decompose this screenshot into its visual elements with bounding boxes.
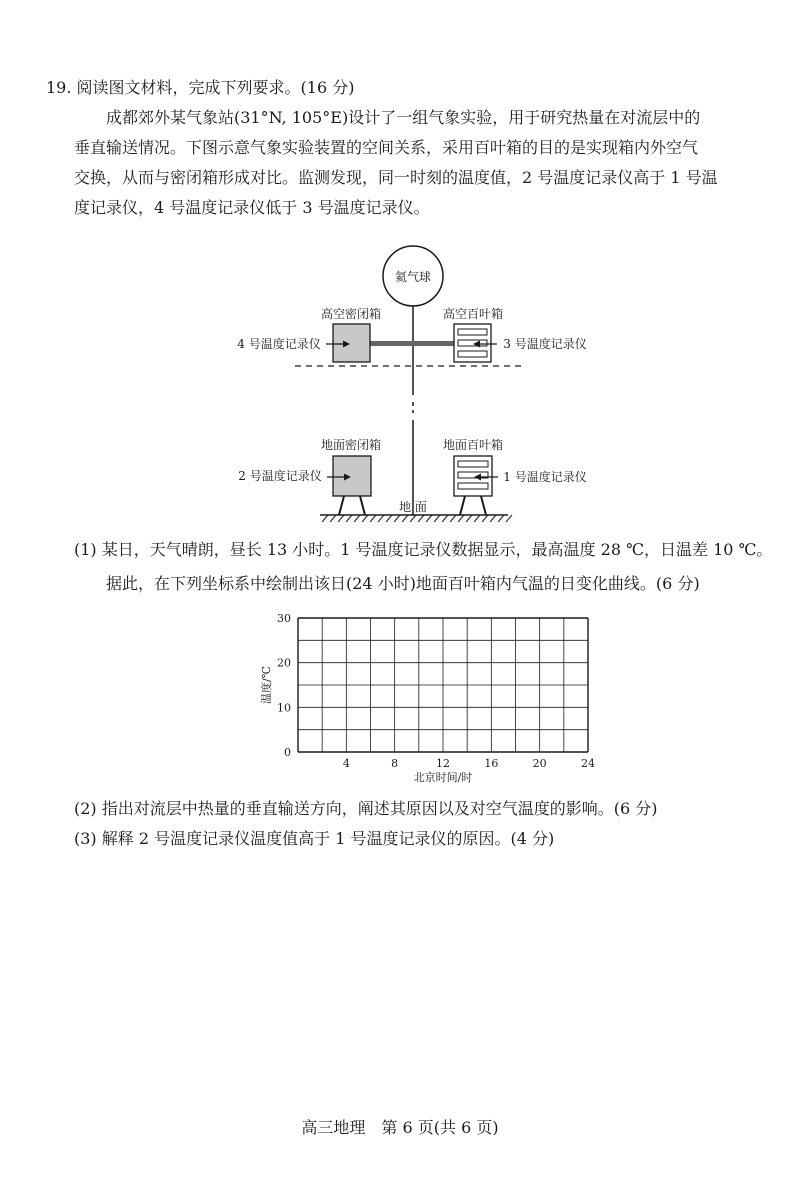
sub-question-3: (3) 解释 2 号温度记录仪温度值高于 1 号温度记录仪的原因。(4 分) [74, 829, 555, 848]
x-tick-label: 20 [532, 757, 547, 770]
hatch-mark [490, 515, 496, 522]
hatch-mark [434, 515, 440, 522]
hatch-mark [338, 515, 344, 522]
ground-sealed-box-label: 地面密闭箱 [320, 438, 382, 452]
louver-slat [458, 351, 487, 357]
louver-slat [458, 329, 487, 335]
recorder-3-label: 3 号温度记录仪 [503, 337, 587, 351]
hatch-mark [378, 515, 384, 522]
y-tick-label: 0 [284, 746, 291, 759]
hatch-mark [370, 515, 376, 522]
hatch-mark [506, 515, 512, 522]
y-axis-label: 温度/℃ [260, 665, 273, 705]
hatch-mark [330, 515, 336, 522]
temperature-grid-chart [250, 605, 610, 790]
material-line-4: 度记录仪，4 号温度记录仪低于 3 号温度记录仪。 [74, 198, 430, 217]
recorder-4-label: 4 号温度记录仪 [237, 337, 321, 351]
hatch-mark [362, 515, 368, 522]
ground-label: 地 面 [399, 500, 427, 514]
high-sealed-box [333, 324, 370, 362]
sub-question-1-line-1: (1) 某日，天气晴朗，昼长 13 小时。1 号温度记录仪数据显示，最高温度 28 ℃，日温差 10 ℃。 [74, 540, 773, 559]
hatch-mark [498, 515, 504, 522]
question-title: 19. 阅读图文材料，完成下列要求。(16 分) [46, 78, 355, 97]
x-axis-label: 北京时间/时 [413, 771, 473, 784]
hatch-mark [354, 515, 360, 522]
x-tick-label: 8 [391, 757, 399, 770]
high-louvered-box-label: 高空百叶箱 [442, 307, 504, 321]
sub-question-2: (2) 指出对流层中热量的垂直输送方向，阐述其原因以及对空气温度的影响。(6 分) [74, 799, 658, 818]
apparatus-diagram [230, 245, 600, 530]
recorder-1-label: 1 号温度记录仪 [503, 470, 587, 484]
hatch-mark [442, 515, 448, 522]
hatch-mark [482, 515, 488, 522]
ground-sealed-box [333, 456, 371, 496]
y-tick-label: 10 [277, 701, 291, 715]
balloon-label: 氦气球 [394, 270, 432, 284]
louver-slat [458, 340, 487, 346]
material-line-3: 交换，从而与密闭箱形成对比。监测发现，同一时刻的温度值，2 号温度记录仪高于 1 号温 [74, 168, 718, 187]
hatch-mark [418, 515, 424, 522]
hatch-mark [410, 515, 416, 522]
y-tick-label: 30 [277, 612, 291, 625]
louver-slat [458, 483, 488, 489]
box-leg [339, 496, 344, 515]
connecting-bar [370, 341, 454, 346]
hatch-mark [426, 515, 432, 522]
hatch-mark [394, 515, 400, 522]
x-tick-label: 16 [484, 757, 499, 770]
hatch-mark [458, 515, 464, 522]
hatch-mark [386, 515, 392, 522]
high-sealed-box-label: 高空密闭箱 [320, 307, 382, 321]
hatch-mark [450, 515, 456, 522]
box-leg [460, 496, 465, 515]
x-tick-label: 4 [342, 757, 350, 770]
box-leg [481, 496, 486, 515]
hatch-mark [322, 515, 328, 522]
box-leg [360, 496, 365, 515]
material-line-2: 垂直输送情况。下图示意气象实验装置的空间关系，采用百叶箱的目的是实现箱内外空气 [74, 138, 699, 157]
x-tick-label: 12 [436, 757, 450, 770]
y-tick-label: 20 [277, 656, 291, 670]
hatch-mark [402, 515, 408, 522]
louver-slat [458, 461, 488, 467]
hatch-mark [466, 515, 472, 522]
ground-hatching [322, 515, 512, 522]
sub-question-1-line-2: 据此，在下列坐标系中绘制出该日(24 小时)地面百叶箱内气温的日变化曲线。(6 分) [106, 574, 700, 593]
ground-louvered-box-label: 地面百叶箱 [442, 438, 504, 452]
x-tick-label: 24 [581, 757, 595, 770]
hatch-mark [474, 515, 480, 522]
recorder-2-label: 2 号温度记录仪 [238, 469, 322, 483]
material-line-1: 成都郊外某气象站(31°N, 105°E)设计了一组气象实验，用于研究热量在对流层中的 [106, 108, 701, 127]
hatch-mark [346, 515, 352, 522]
page-footer: 高三地理 第 6 页(共 6 页) [301, 1118, 499, 1137]
